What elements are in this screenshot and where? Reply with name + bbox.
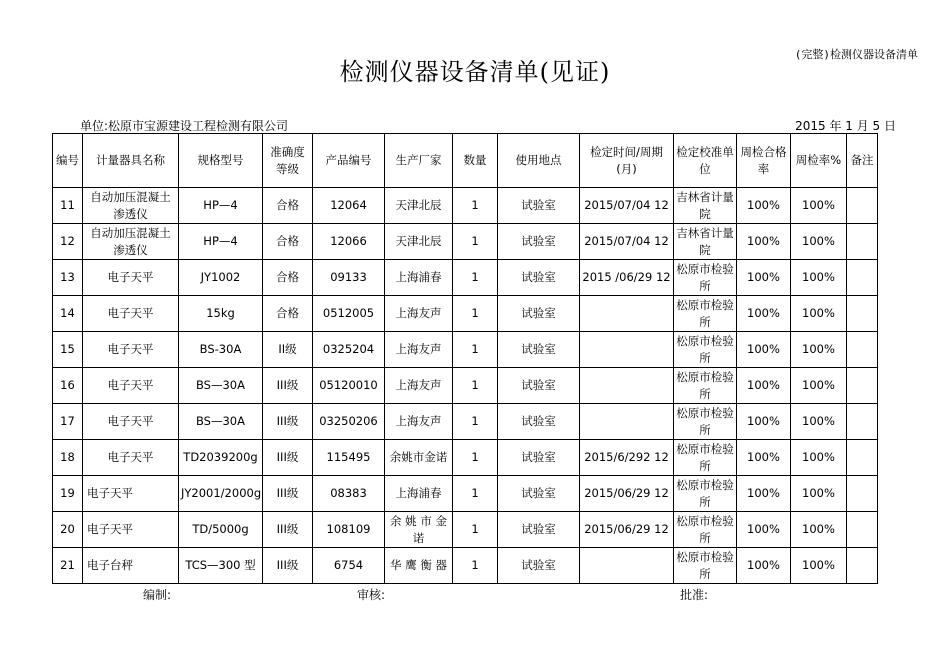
row-number: 14 — [53, 296, 83, 332]
usage-location: 试验室 — [498, 260, 580, 296]
pass-rate: 100% — [737, 224, 791, 260]
pass-rate: 100% — [737, 548, 791, 584]
manufacturer: 天津北辰 — [385, 188, 453, 224]
quantity: 1 — [453, 296, 498, 332]
model-spec: TD/5000g — [179, 512, 263, 548]
serial-number: 05120010 — [313, 368, 385, 404]
remark — [847, 332, 878, 368]
row-number: 18 — [53, 440, 83, 476]
table-row — [53, 440, 878, 476]
pass-rate: 100% — [737, 512, 791, 548]
quantity: 1 — [453, 512, 498, 548]
manufacturer: 上海友声 — [385, 332, 453, 368]
instrument-name: 电子天平 — [83, 512, 179, 548]
model-spec: BS—30A — [179, 368, 263, 404]
pass-rate: 100% — [737, 332, 791, 368]
table-row — [53, 548, 878, 584]
remark — [847, 440, 878, 476]
model-spec: TD2039200g — [179, 440, 263, 476]
serial-number: 108109 — [313, 512, 385, 548]
accuracy-grade: III级 — [263, 440, 313, 476]
usage-location: 试验室 — [498, 296, 580, 332]
row-number: 16 — [53, 368, 83, 404]
instrument-name: 电子天平 — [83, 440, 179, 476]
calibration-agency: 松原市检验所 — [674, 296, 737, 332]
remark — [847, 260, 878, 296]
calibration-agency: 松原市检验所 — [674, 332, 737, 368]
serial-number: 09133 — [313, 260, 385, 296]
accuracy-grade: III级 — [263, 404, 313, 440]
col-header: 计量器具名称 — [83, 134, 179, 188]
instrument-name: 电子台秤 — [83, 548, 179, 584]
table-row — [53, 224, 878, 260]
quantity: 1 — [453, 404, 498, 440]
usage-location: 试验室 — [498, 224, 580, 260]
col-header: 周检率% — [791, 134, 847, 188]
instrument-name: 自动加压混凝土渗透仪 — [83, 224, 179, 260]
header-note: (完整)检测仪器设备清单 — [794, 48, 918, 61]
table-row — [53, 512, 878, 548]
calibration-date — [580, 368, 674, 404]
calibration-date: 2015/6/292 12 — [580, 440, 674, 476]
calibration-date — [580, 296, 674, 332]
pass-rate: 100% — [737, 260, 791, 296]
prepared-by-label: 编制: — [143, 588, 172, 602]
check-rate: 100% — [791, 188, 847, 224]
instrument-name: 电子天平 — [83, 368, 179, 404]
equipment-table — [52, 133, 878, 584]
col-header: 生产厂家 — [385, 134, 453, 188]
serial-number: 12064 — [313, 188, 385, 224]
check-rate: 100% — [791, 548, 847, 584]
accuracy-grade: III级 — [263, 512, 313, 548]
table-row — [53, 476, 878, 512]
calibration-date: 2015/06/29 12 — [580, 476, 674, 512]
usage-location: 试验室 — [498, 440, 580, 476]
table-row — [53, 296, 878, 332]
instrument-name: 电子天平 — [83, 260, 179, 296]
signature-footer — [0, 586, 950, 602]
table-row — [53, 368, 878, 404]
model-spec: 15kg — [179, 296, 263, 332]
manufacturer: 上海浦春 — [385, 476, 453, 512]
manufacturer: 上海友声 — [385, 404, 453, 440]
check-rate: 100% — [791, 512, 847, 548]
calibration-date — [580, 332, 674, 368]
accuracy-grade: 合格 — [263, 188, 313, 224]
accuracy-grade: III级 — [263, 368, 313, 404]
quantity: 1 — [453, 368, 498, 404]
usage-location: 试验室 — [498, 332, 580, 368]
document-date: 2015 年 1 月 5 日 — [795, 119, 896, 133]
manufacturer: 余姚市金诺 — [385, 440, 453, 476]
model-spec: TCS—300 型 — [179, 548, 263, 584]
col-header: 检定校准单位 — [674, 134, 737, 188]
usage-location: 试验室 — [498, 404, 580, 440]
accuracy-grade: III级 — [263, 476, 313, 512]
check-rate: 100% — [791, 296, 847, 332]
usage-location: 试验室 — [498, 188, 580, 224]
manufacturer: 天津北辰 — [385, 224, 453, 260]
manufacturer: 上海友声 — [385, 296, 453, 332]
row-number: 12 — [53, 224, 83, 260]
model-spec: BS-30A — [179, 332, 263, 368]
calibration-date: 2015/07/04 12 — [580, 188, 674, 224]
quantity: 1 — [453, 440, 498, 476]
quantity: 1 — [453, 332, 498, 368]
instrument-name: 电子天平 — [83, 476, 179, 512]
remark — [847, 224, 878, 260]
check-rate: 100% — [791, 476, 847, 512]
company-unit: 单位:松原市宝源建设工程检测有限公司 — [80, 119, 289, 133]
pass-rate: 100% — [737, 440, 791, 476]
remark — [847, 404, 878, 440]
calibration-agency: 吉林省计量院 — [674, 224, 737, 260]
manufacturer: 上海友声 — [385, 368, 453, 404]
remark — [847, 368, 878, 404]
serial-number: 08383 — [313, 476, 385, 512]
table-row — [53, 332, 878, 368]
check-rate: 100% — [791, 224, 847, 260]
col-header: 备注 — [847, 134, 878, 188]
calibration-agency: 松原市检验所 — [674, 368, 737, 404]
instrument-name: 电子天平 — [83, 296, 179, 332]
calibration-date: 2015 /06/29 12 — [580, 260, 674, 296]
quantity: 1 — [453, 476, 498, 512]
remark — [847, 296, 878, 332]
col-header: 使用地点 — [498, 134, 580, 188]
pass-rate: 100% — [737, 404, 791, 440]
quantity: 1 — [453, 260, 498, 296]
row-number: 11 — [53, 188, 83, 224]
quantity: 1 — [453, 188, 498, 224]
model-spec: JY1002 — [179, 260, 263, 296]
calibration-agency: 松原市检验所 — [674, 512, 737, 548]
quantity: 1 — [453, 224, 498, 260]
serial-number: 6754 — [313, 548, 385, 584]
check-rate: 100% — [791, 440, 847, 476]
calibration-date: 2015/07/04 12 — [580, 224, 674, 260]
remark — [847, 548, 878, 584]
serial-number: 115495 — [313, 440, 385, 476]
model-spec: JY2001/2000g — [179, 476, 263, 512]
usage-location: 试验室 — [498, 548, 580, 584]
reviewed-by-label: 审核: — [357, 588, 386, 602]
usage-location: 试验室 — [498, 476, 580, 512]
serial-number: 0512005 — [313, 296, 385, 332]
page-title: 检测仪器设备清单(见证) — [339, 58, 611, 86]
approved-by-label: 批准: — [680, 588, 709, 602]
pass-rate: 100% — [737, 368, 791, 404]
calibration-agency: 吉林省计量院 — [674, 188, 737, 224]
row-number: 15 — [53, 332, 83, 368]
model-spec: HP—4 — [179, 224, 263, 260]
manufacturer: 上海浦春 — [385, 260, 453, 296]
check-rate: 100% — [791, 368, 847, 404]
check-rate: 100% — [791, 332, 847, 368]
manufacturer: 余 姚 市 金诺 — [385, 512, 453, 548]
instrument-name: 电子天平 — [83, 404, 179, 440]
usage-location: 试验室 — [498, 368, 580, 404]
quantity: 1 — [453, 548, 498, 584]
row-number: 20 — [53, 512, 83, 548]
table-row — [53, 404, 878, 440]
model-spec: HP—4 — [179, 188, 263, 224]
calibration-agency: 松原市检验所 — [674, 404, 737, 440]
accuracy-grade: 合格 — [263, 296, 313, 332]
check-rate: 100% — [791, 260, 847, 296]
col-header: 周检合格率 — [737, 134, 791, 188]
instrument-name: 电子天平 — [83, 332, 179, 368]
col-header: 规格型号 — [179, 134, 263, 188]
calibration-agency: 松原市检验所 — [674, 476, 737, 512]
manufacturer: 华 鹰 衡 器 — [385, 548, 453, 584]
pass-rate: 100% — [737, 296, 791, 332]
remark — [847, 512, 878, 548]
check-rate: 100% — [791, 404, 847, 440]
calibration-date — [580, 404, 674, 440]
table-row — [53, 260, 878, 296]
serial-number: 0325204 — [313, 332, 385, 368]
calibration-date: 2015/06/29 12 — [580, 512, 674, 548]
accuracy-grade: III级 — [263, 548, 313, 584]
table-row — [53, 188, 878, 224]
calibration-agency: 松原市检验所 — [674, 548, 737, 584]
row-number: 13 — [53, 260, 83, 296]
col-header: 编号 — [53, 134, 83, 188]
serial-number: 12066 — [313, 224, 385, 260]
pass-rate: 100% — [737, 188, 791, 224]
col-header: 数量 — [453, 134, 498, 188]
row-number: 21 — [53, 548, 83, 584]
calibration-agency: 松原市检验所 — [674, 440, 737, 476]
model-spec: BS—30A — [179, 404, 263, 440]
col-header: 检定时间/周期(月) — [580, 134, 674, 188]
row-number: 19 — [53, 476, 83, 512]
accuracy-grade: II级 — [263, 332, 313, 368]
remark — [847, 476, 878, 512]
calibration-agency: 松原市检验所 — [674, 260, 737, 296]
calibration-date — [580, 548, 674, 584]
instrument-name: 自动加压混凝土渗透仪 — [83, 188, 179, 224]
usage-location: 试验室 — [498, 512, 580, 548]
col-header: 产品编号 — [313, 134, 385, 188]
accuracy-grade: 合格 — [263, 260, 313, 296]
serial-number: 03250206 — [313, 404, 385, 440]
remark — [847, 188, 878, 224]
col-header: 准确度等级 — [263, 134, 313, 188]
pass-rate: 100% — [737, 476, 791, 512]
table-header-row — [53, 134, 878, 188]
row-number: 17 — [53, 404, 83, 440]
accuracy-grade: 合格 — [263, 224, 313, 260]
